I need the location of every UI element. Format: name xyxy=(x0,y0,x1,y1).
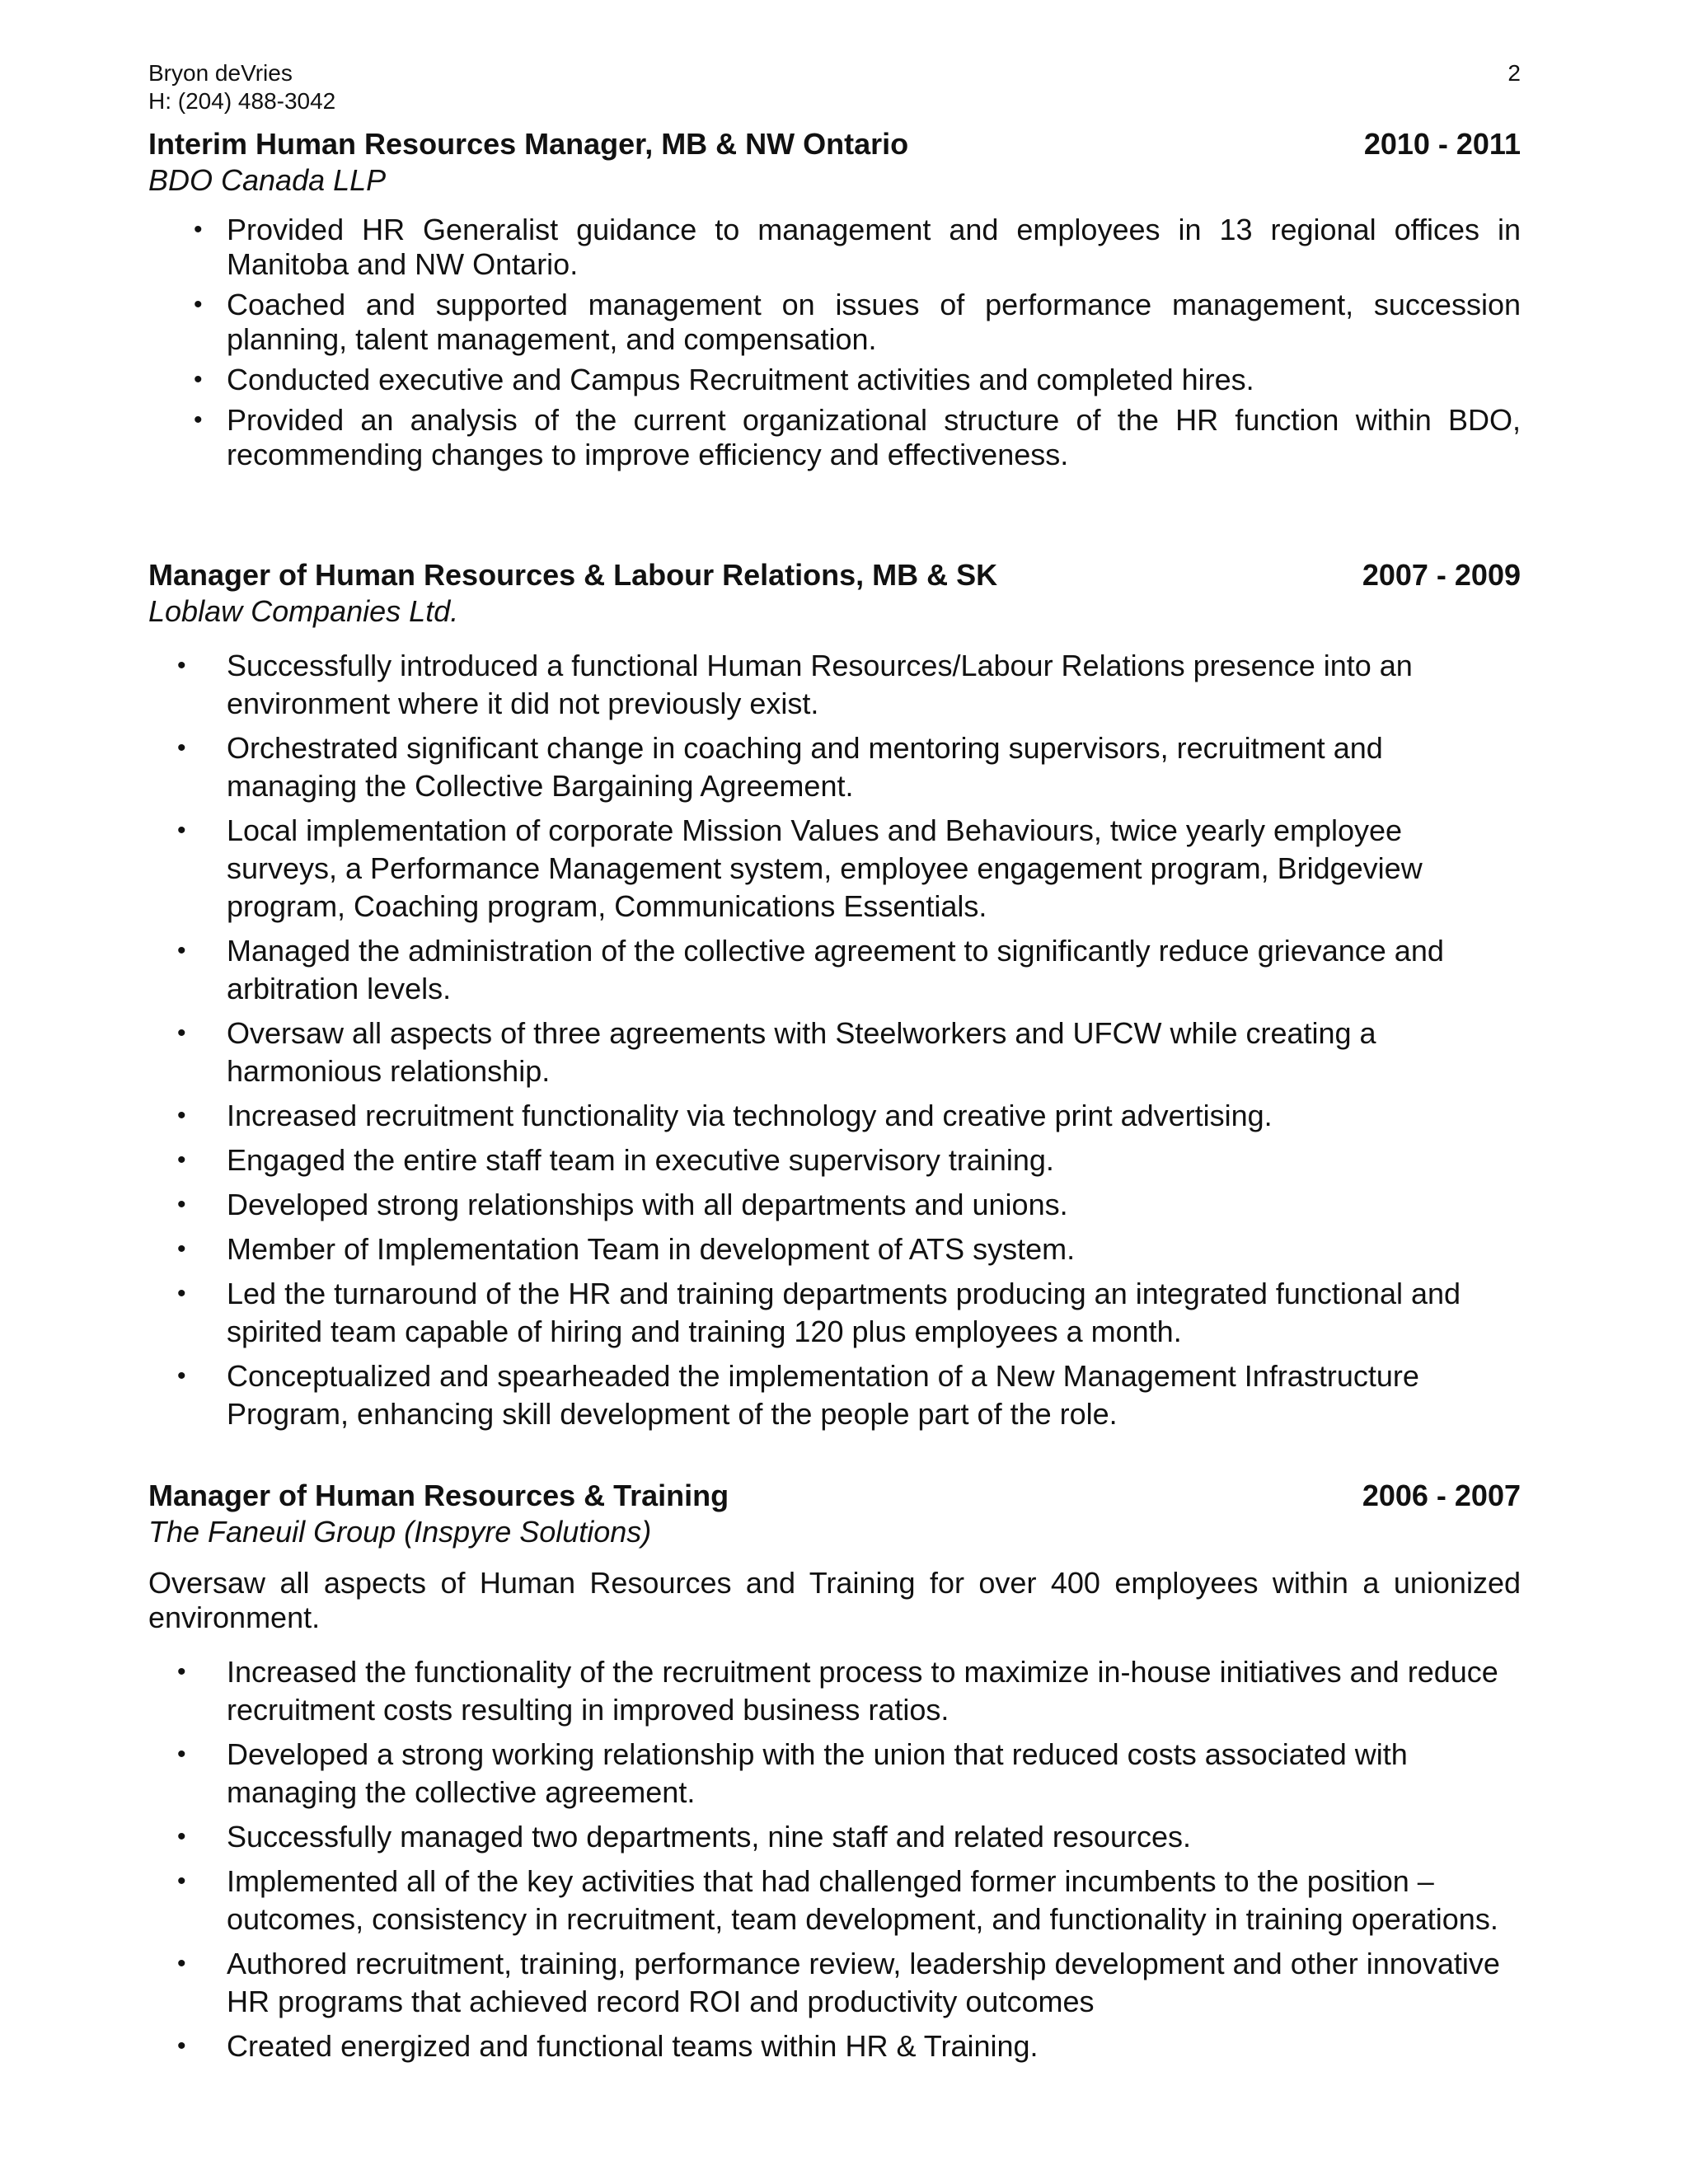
job-title: Interim Human Resources Manager, MB & NW Ontario xyxy=(148,127,909,161)
resume-page xyxy=(148,59,1521,2063)
job-company: The Faneuil Group (Inspyre Solutions) xyxy=(148,1515,652,1549)
list-item: • Provided an analysis of the current organizational structure of the HR function within BDO, recommending changes to improve efficiency and effectiveness. xyxy=(148,403,1521,472)
candidate-phone: H: (204) 488-3042 xyxy=(148,88,336,114)
list-item: • Managed the administration of the collective agreement to significantly reduce grievance and arbitration levels. xyxy=(148,932,1521,1008)
list-item: • Conceptualized and spearheaded the implementation of a New Management Infrastructure Program, enhancing skill development of the people part of the role. xyxy=(148,1357,1521,1433)
list-item: • Member of Implementation Team in development of ATS system. xyxy=(148,1230,1521,1268)
page-number: 2 xyxy=(1507,60,1521,86)
job-entry xyxy=(148,1479,1521,2072)
list-item: • Local implementation of corporate Mission Values and Behaviours, twice yearly employee surveys, a Performance Management system, employee engagement program, Bridgeview program, Coaching program, Communications Essentials. xyxy=(148,812,1521,926)
job-title: Manager of Human Resources & Labour Relations, MB & SK xyxy=(148,558,998,592)
list-item: • Increased the functionality of the recruitment process to maximize in-house initiatives and reduce recruitment costs resulting in improved business ratios. xyxy=(148,1653,1521,1729)
list-item: • Led the turnaround of the HR and training departments producing an integrated functional and spirited team capable of hiring and training 120 plus employees a month. xyxy=(148,1275,1521,1351)
candidate-name: Bryon deVries xyxy=(148,60,293,86)
job-bullet-list xyxy=(148,1653,1521,2065)
job-dates: 2010 - 2011 xyxy=(1363,127,1521,161)
job-bullet-list xyxy=(148,213,1521,472)
job-heading xyxy=(148,558,1521,593)
job-company: Loblaw Companies Ltd. xyxy=(148,594,459,628)
job-entry xyxy=(148,558,1521,1440)
job-dates: 2006 - 2007 xyxy=(1362,1479,1521,1512)
list-item: • Conducted executive and Campus Recruitment activities and completed hires. xyxy=(148,363,1521,397)
list-item: • Oversaw all aspects of three agreements with Steelworkers and UFCW while creating a harmonious relationship. xyxy=(148,1015,1521,1090)
list-item: • Developed a strong working relationship with the union that reduced costs associated with managing the collective agreement. xyxy=(148,1736,1521,1811)
list-item: • Engaged the entire staff team in executive supervisory training. xyxy=(148,1141,1521,1179)
list-item: • Implemented all of the key activities that had challenged former incumbents to the position – outcomes, consistency in recruitment, team development, and functionality in training operations. xyxy=(148,1863,1521,1938)
list-item: • Developed strong relationships with all departments and unions. xyxy=(148,1186,1521,1224)
page-header xyxy=(148,59,1521,115)
list-item: • Orchestrated significant change in coaching and mentoring supervisors, recruitment and managing the Collective Bargaining Agreement. xyxy=(148,729,1521,805)
list-item: • Created energized and functional teams within HR & Training. xyxy=(148,2027,1521,2065)
job-bullet-list xyxy=(148,647,1521,1433)
list-item: • Authored recruitment, training, performance review, leadership development and other innovative HR programs that achieved record ROI and productivity outcomes xyxy=(148,1945,1521,2021)
job-summary: Oversaw all aspects of Human Resources and Training for over 400 employees within a unionized environment. xyxy=(148,1566,1521,1634)
job-company: BDO Canada LLP xyxy=(148,163,387,197)
job-entry xyxy=(148,127,1521,478)
job-heading xyxy=(148,1479,1521,1513)
job-heading xyxy=(148,127,1521,162)
list-item: • Increased recruitment functionality via technology and creative print advertising. xyxy=(148,1097,1521,1135)
job-dates: 2007 - 2009 xyxy=(1362,558,1521,592)
job-title: Manager of Human Resources & Training xyxy=(148,1479,729,1512)
list-item: • Successfully introduced a functional Human Resources/Labour Relations presence into an environment where it did not previously exist. xyxy=(148,647,1521,723)
list-item: • Coached and supported management on issues of performance management, succession planning, talent management, and compensation. xyxy=(148,288,1521,357)
list-item: • Successfully managed two departments, nine staff and related resources. xyxy=(148,1818,1521,1856)
list-item: • Provided HR Generalist guidance to management and employees in 13 regional offices in Manitoba and NW Ontario. xyxy=(148,213,1521,282)
